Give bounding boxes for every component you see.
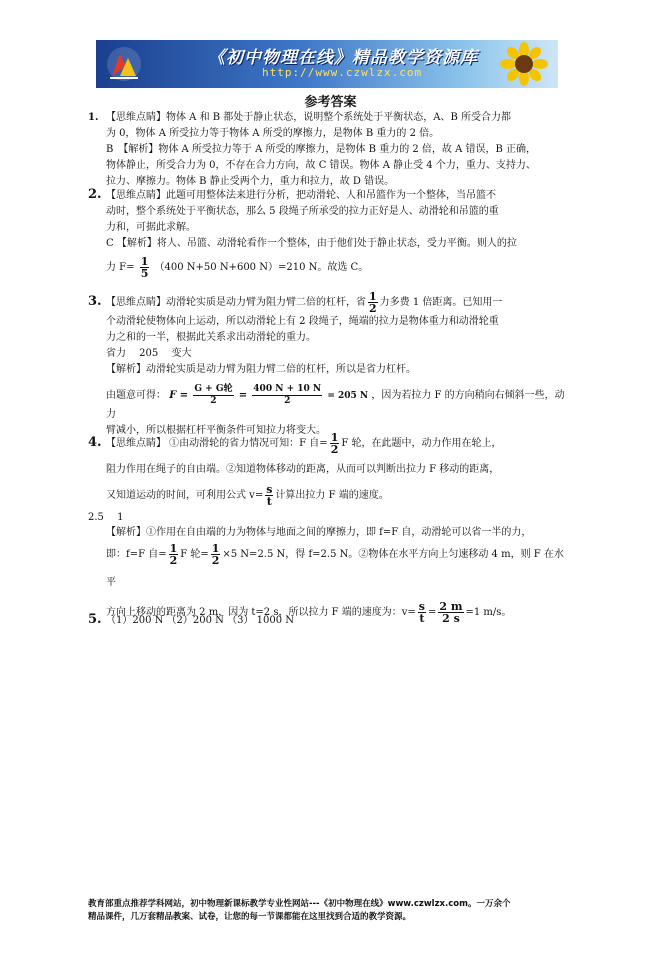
item-number: 3. [88,294,102,309]
item-number: 1. [88,112,99,123]
q2-line5-pre: 力 F= [106,262,135,273]
header-banner [96,40,558,88]
footer-line1: 教育部重点推荐学科网站，初中物理新课标教学专业性网站---《初中物理在线》www.czwlzx.com。一万余个 [88,899,511,909]
fraction: $\frac{1}{2}$ [330,431,339,456]
q4-answer: 2.5 1 [88,512,124,523]
answer-item-2 [88,187,570,279]
answer-item-1 [88,110,570,190]
q1-line5: 拉力、摩擦力。物体 B 静止受两个力，重力和拉力，故 D 错误。 [106,176,395,187]
answer-item-3 [88,291,570,439]
q4-line1-pre: 【思维点睛】 ①由动滑轮的省力情况可知：F 自= [106,438,328,449]
q3-line5-post: ，因为若拉力 F 的方向稍向右倾斜一些，动力 [106,390,565,420]
q3-line1-post: 力多费 1 倍距离。已知用一 [379,297,503,308]
q1-line4: 物体静止，所受合力为 0，不存在合力方向，故 C 错误。物体 A 静止受 4 个力，重力、支持力、 [106,160,536,171]
fraction: $\frac{1}{2}$ [169,542,178,567]
q1-line3: B 【解析】物体 A 所受拉力等于 A 所受的摩擦力，是物体 B 重力的 2 倍，故 A 错误，B 正确， [106,144,537,155]
equation-equals: = [238,390,248,401]
answer-item-5 [88,612,570,629]
answer-item-4 [88,428,570,629]
q2-line1: 【思维点睛】此题可用整体法来进行分析，把动滑轮、人和吊篮作为一个整体，当吊篮不 [106,190,496,201]
equation-rhs: = 205 N [327,391,369,401]
q1-line1: 【思维点睛】物体 A 和 B 都处于静止状态，说明整个系统处于平衡状态，A、B 所受合力都 [106,112,512,123]
fraction: $\frac{1}{5}$ [140,255,149,280]
sunflower-icon [494,42,554,86]
item-number: 4. [88,435,102,450]
q3-answer: 省力 205 变大 [106,348,192,359]
q3-line4: 【解析】动滑轮实质是动力臂为阻力臂二倍的杠杆，所以是省力杠杆。 [106,364,416,375]
footer-line2: 精品课件，几万套精品教案、试卷，让您的每一节课都能在这里找到合适的教学资源。 [88,912,412,922]
item-number: 2. [88,187,102,202]
item-number: 5. [88,612,102,627]
fraction: $\frac{400 N + 10 N}{2}$ [253,384,322,406]
site-logo-icon [106,46,142,82]
fraction: $\frac{2 m}{2 s}$ [439,600,463,625]
q4-line6-mid: = [427,607,437,618]
q4-line6-pre: 方向上移动的距离为 2 m，因为 t=2 s，所以拉力 F 端的速度为：v= [106,607,416,618]
q3-line2: 个动滑轮使物体向上运动，所以动滑轮上有 2 段绳子，绳端的拉力是物体重力和动滑轮重 [106,316,499,327]
q1-line2: 为 0，物体 A 所受拉力等于物体 A 所受的摩擦力，是物体 B 重力的 2 倍。 [106,128,440,139]
q2-line5-post: （400 N+50 N+600 N）=210 N。故选 C。 [154,262,369,273]
equation-lhs: F = [169,390,189,401]
q4-line1-post: F 轮，在此题中，动力作用在轮上， [341,438,502,449]
fraction: $\frac{\text{G + G轮}}{2}$ [194,384,233,406]
q5-text: （1）200 N （2）200 N （3） 1000 N [106,615,295,626]
q2-line4: C 【解析】将人、吊篮、动滑轮看作一个整体，由于他们处于静止状态，受力平衡。则人的拉 [106,238,517,249]
q3-line5-pre: 由题意可得： [106,390,166,401]
q3-line1-pre: 【思维点睛】动滑轮实质是动力臂为阻力臂二倍的杠杆，省 [106,297,366,308]
q4-line2: 阻力作用在绳子的自由端。②知道物体移动的距离，从而可以判断出拉力 F 移动的距离， [106,464,500,475]
q4-line6-post: =1 m/s。 [465,607,512,618]
q4-line3-post: 计算出拉力 F 端的速度。 [275,490,389,501]
q3-line3: 力之和的一半，根据此关系求出动滑轮的重力。 [106,332,316,343]
page-footer [88,898,574,924]
q4-line3-pre: 又知道运动的时间，可利用公式 v= [106,490,264,501]
q3-line6: 臂减小，所以根据杠杆平衡条件可知拉力将变大。 [106,425,326,436]
banner-url: http://www.czwlzx.com [262,66,423,79]
fraction: $\frac{1}{2}$ [211,542,220,567]
q4-line5-a: 即：f=F 自= [106,549,167,560]
page-title: 参考答案 [304,95,357,110]
q4-line5-b: F 轮= [180,549,209,560]
fraction: $\frac{1}{2}$ [369,290,377,315]
q4-line5-c: ×5 N=2.5 N，得 f=2.5 N。②物体在水平方向上匀速移动 4 m，则 F 在水平 [106,549,564,588]
fraction: $\frac{s}{t}$ [418,600,425,625]
q4-line4: 【解析】①作用在自由端的力为物体与地面之间的摩擦力，即 f=F 自，动滑轮可以省一半的力， [106,527,532,538]
q2-line3: 力和，可据此求解。 [106,222,196,233]
q2-line2: 动时，整个系统处于平衡状态，那么 5 段绳子所承受的拉力正好是人、动滑轮和吊篮的重 [106,206,499,217]
fraction: $\frac{s}{t}$ [266,483,273,508]
banner-title: 《初中物理在线》精品教学资源库 [208,48,478,68]
